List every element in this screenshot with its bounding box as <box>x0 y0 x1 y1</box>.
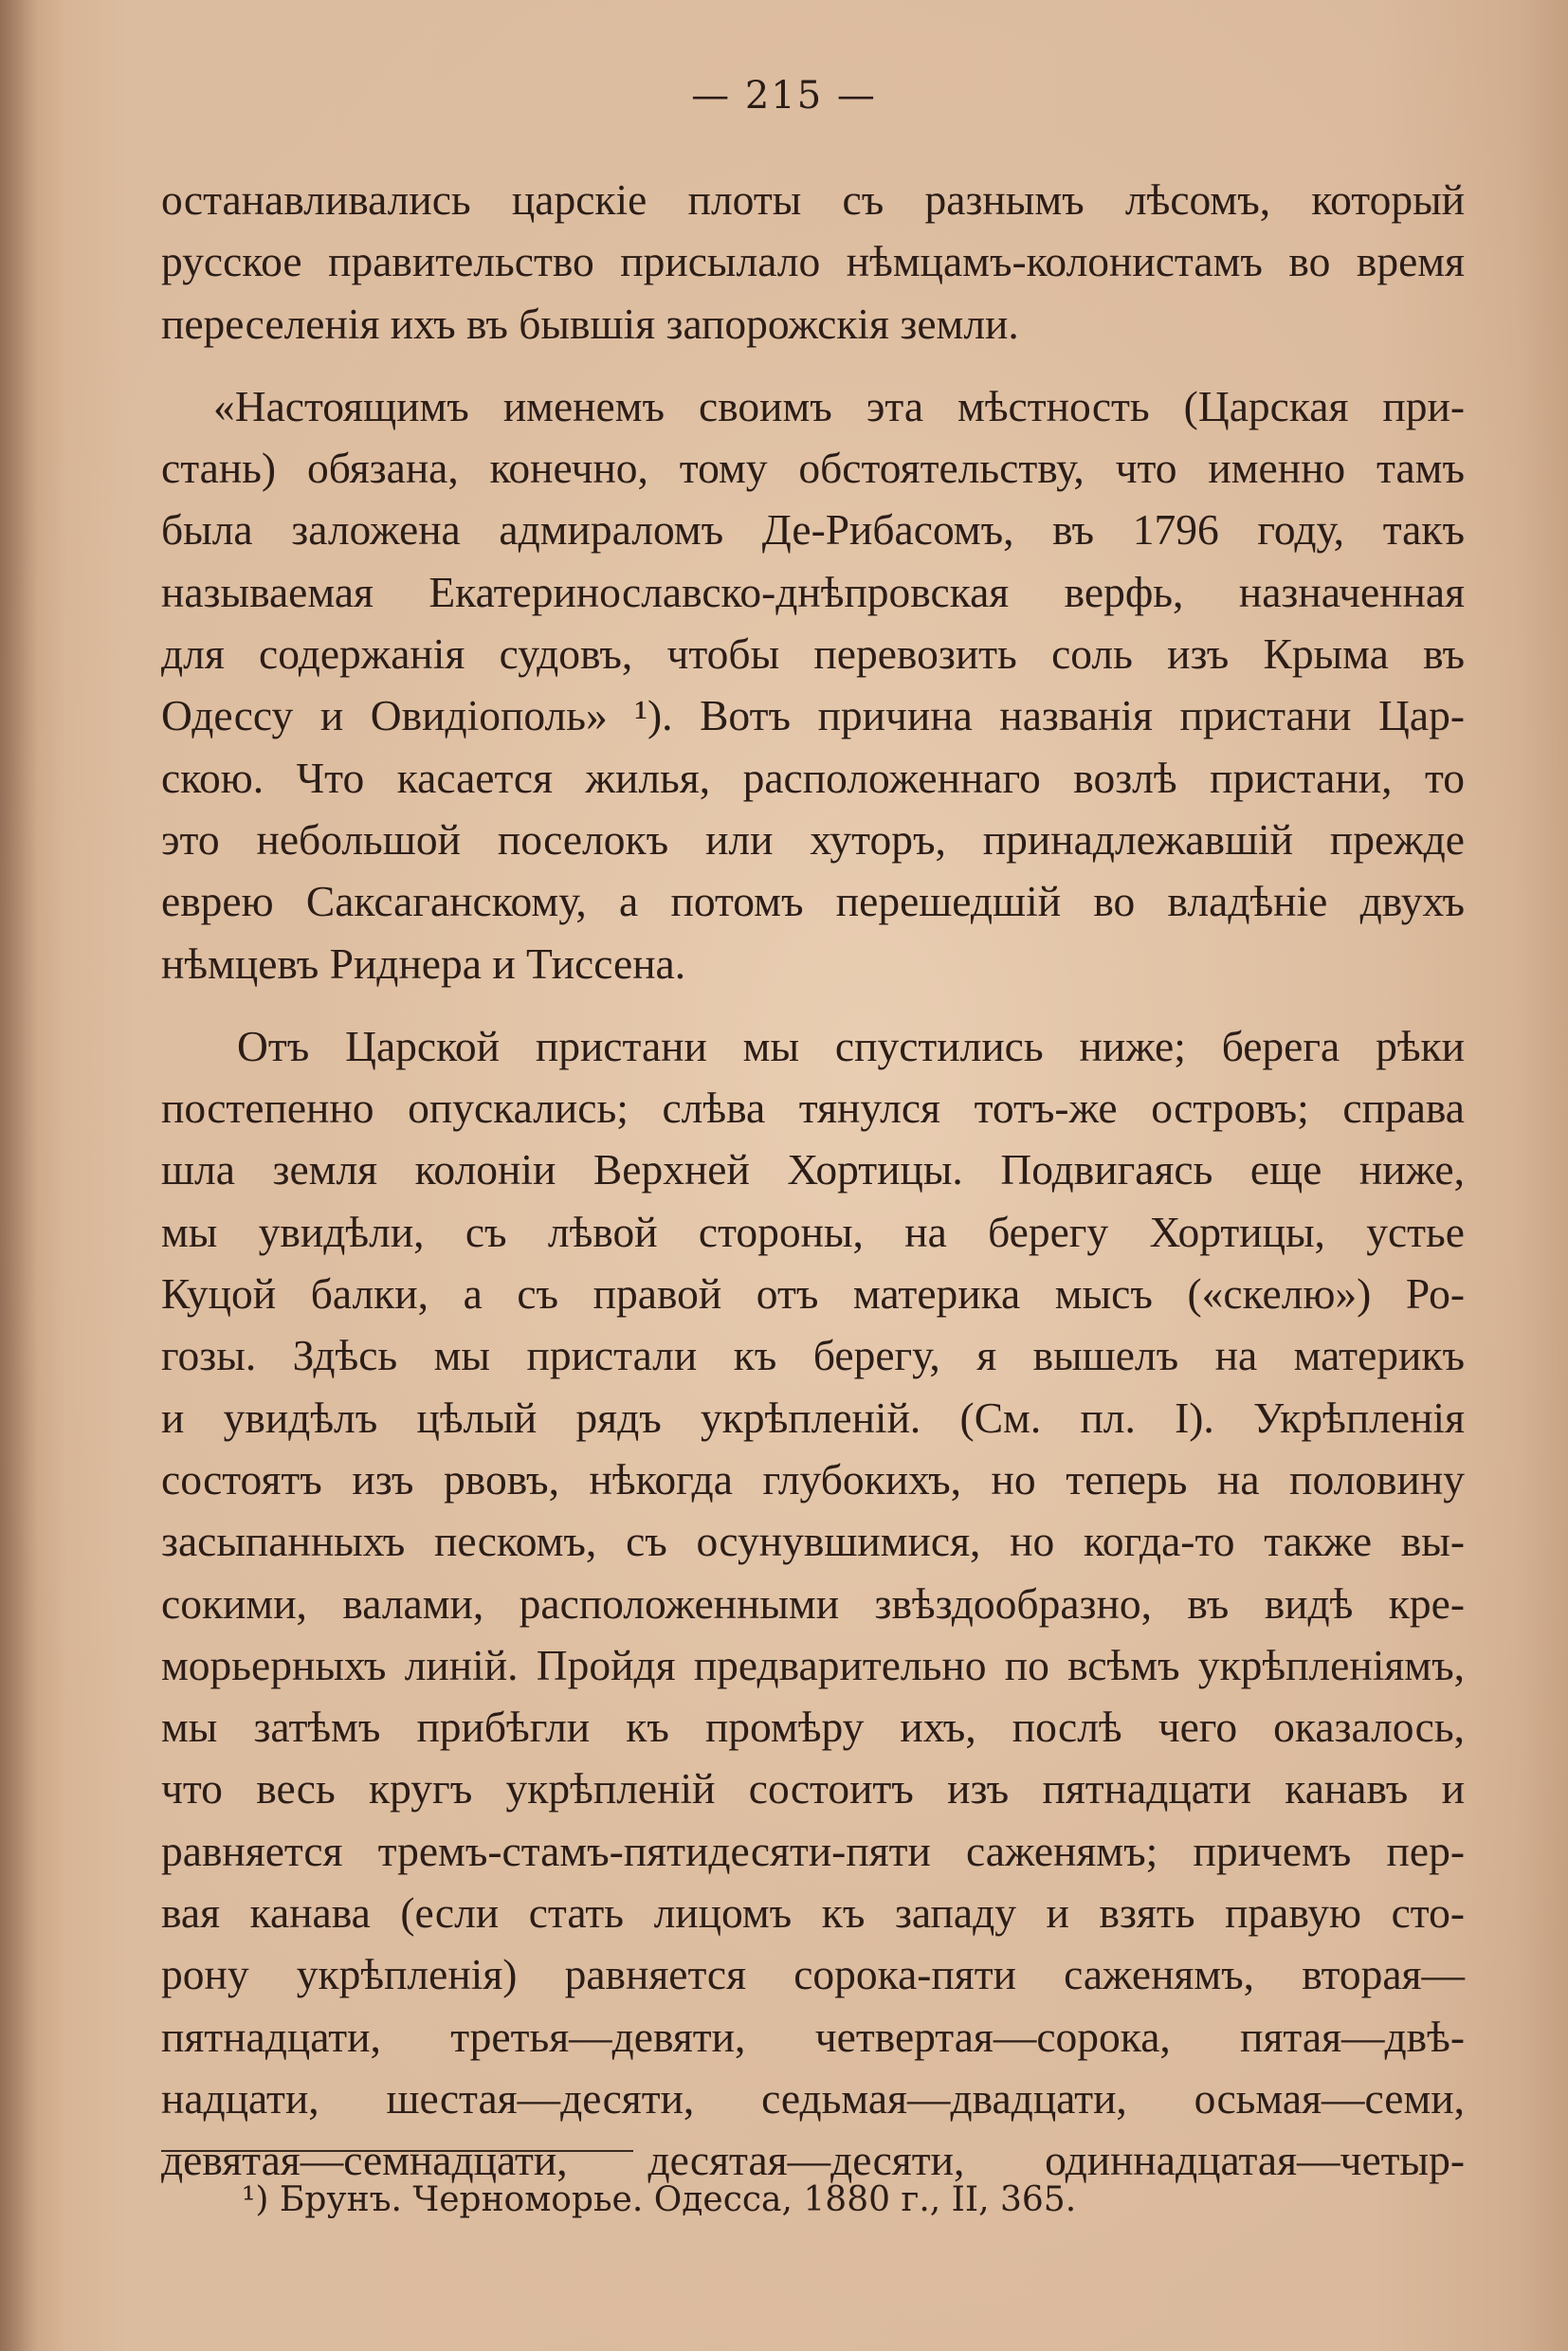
text-line: скою. Что касается жилья, расположеннаго возлѣ пристани, то <box>161 753 1465 802</box>
text-line: Отъ Царской пристани мы спустились ниже; берега рѣки <box>237 1021 1465 1070</box>
text-line: вая канава (если стать лицомъ къ западу и взять правую сто- <box>161 1888 1465 1938</box>
text-line: гозы. Здѣсь мы пристали къ берегу, я вышелъ на материкъ <box>161 1331 1465 1380</box>
footnote-rule <box>161 2150 633 2152</box>
body-text <box>161 169 1465 2192</box>
text-line: равняется тремъ-стамъ-пятидесяти-пяти саженямъ; причемъ пер- <box>161 1826 1465 1875</box>
text-line: морьерныхъ линій. Пройдя предварительно по всѣмъ укрѣпленіямъ, <box>161 1640 1465 1689</box>
text-line: состоятъ изъ рвовъ, нѣкогда глубокихъ, но теперь на половину <box>161 1454 1465 1504</box>
text-line: рону укрѣпленія) равняется сорока-пяти саженямъ, вторая— <box>161 1950 1465 1999</box>
text-line: это небольшой поселокъ или хуторъ, принадлежавшій прежде <box>161 814 1465 864</box>
page-number: — 215 — <box>691 74 877 118</box>
footnote: ¹) Брунъ. Черноморье. Одесса, 1880 г., II, 365. <box>242 2180 1077 2219</box>
text-line: надцати, шестая—десяти, седьмая—двадцати, осьмая—семи, <box>161 2073 1465 2123</box>
text-line: переселенія ихъ въ бывшія запорожскія земли. <box>161 299 1019 348</box>
text-line: Одессу и Овидіополь» ¹). Вотъ причина названія пристани Цар- <box>161 691 1465 740</box>
gutter-shadow <box>0 0 38 2351</box>
text-line: пятнадцати, третья—девяти, четвертая—сорока, пятая—двѣ- <box>161 2012 1465 2061</box>
text-line: постепенно опускались; слѣва тянулся тотъ-же островъ; справа <box>161 1084 1465 1133</box>
text-line: «Настоящимъ именемъ своимъ эта мѣстность (Царская при- <box>213 381 1465 430</box>
text-line: для содержанія судовъ, чтобы перевозить соль изъ Крыма въ <box>161 629 1465 679</box>
text-line: стань) обязана, конечно, тому обстоятельству, что именно тамъ <box>161 444 1465 493</box>
text-line: девятая—семнадцати, десятая—десяти, одиннадцатая—четыр- <box>161 2136 1465 2185</box>
text-line: что весь кругъ укрѣпленій состоитъ изъ пятнадцати канавъ и <box>161 1764 1465 1813</box>
text-line: сокими, валами, расположенными звѣздообразно, въ видѣ кре- <box>161 1578 1465 1628</box>
text-line: шла земля колоніи Верхней Хортицы. Подвигаясь еще ниже, <box>161 1145 1465 1194</box>
text-line: и увидѣлъ цѣлый рядъ укрѣпленій. (См. пл. I). Укрѣпленія <box>161 1393 1465 1442</box>
text-line: нѣмцевъ Риднера и Тиссена. <box>161 939 686 988</box>
text-line: была заложена адмираломъ Де-Рибасомъ, въ 1796 году, такъ <box>161 505 1465 555</box>
text-line: Куцой балки, а съ правой отъ материка мысъ («скелю») Ро- <box>161 1269 1465 1319</box>
text-line: мы увидѣли, съ лѣвой стороны, на берегу Хортицы, устье <box>161 1207 1465 1256</box>
text-line: еврею Саксаганскому, а потомъ перешедшій во владѣніе двухъ <box>161 877 1465 926</box>
text-line: засыпанныхъ пескомъ, съ осунувшимися, но когда-то также вы- <box>161 1517 1465 1566</box>
text-line: останавливались царскіе плоты съ разнымъ лѣсомъ, который <box>161 175 1465 224</box>
text-line: называемая Екатеринославско-днѣпровская верфь, назначенная <box>161 567 1465 616</box>
text-line: мы затѣмъ прибѣгли къ промѣру ихъ, послѣ чего оказалось, <box>161 1703 1465 1752</box>
text-line: русское правительство присылало нѣмцамъ-колонистамъ во время <box>161 237 1465 286</box>
